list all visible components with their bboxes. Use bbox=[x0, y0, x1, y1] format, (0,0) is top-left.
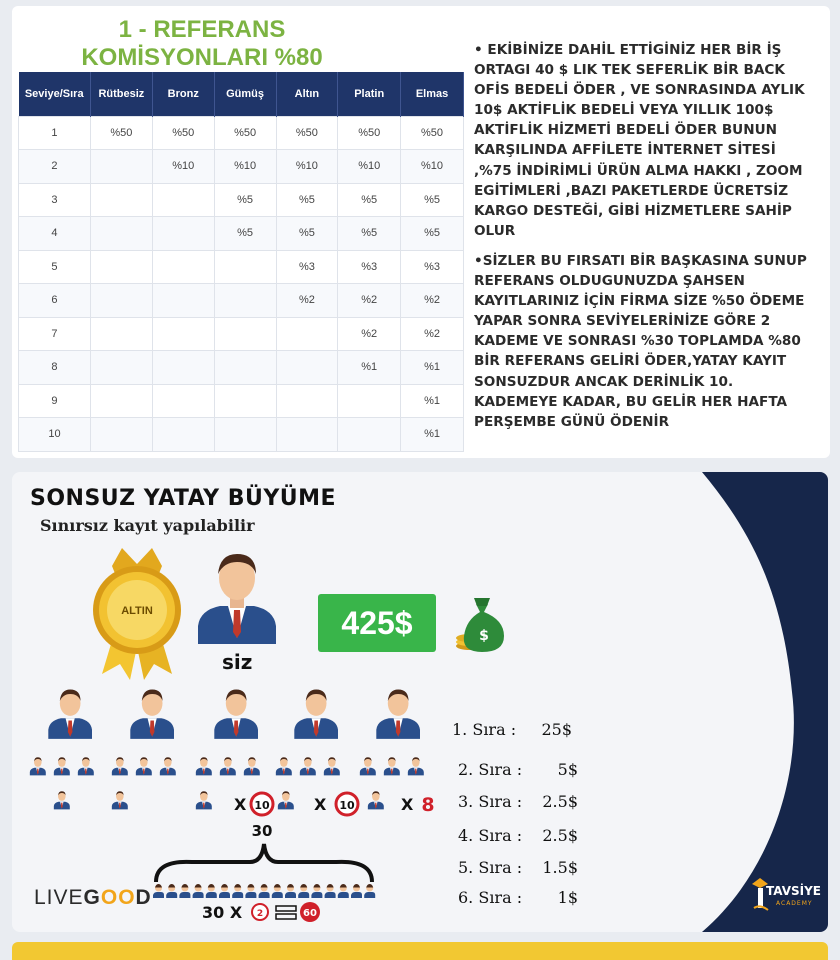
tiny-avatar-icon bbox=[298, 884, 309, 898]
col-header: Gümüş bbox=[214, 72, 276, 116]
table-cell: %10 bbox=[338, 150, 401, 184]
list-item: 5. Sıra : 1.5$ bbox=[458, 858, 578, 877]
table-row bbox=[19, 351, 464, 385]
table-cell: %2 bbox=[401, 317, 464, 351]
level2-avatar-icon bbox=[160, 757, 176, 775]
academy-name: TAVSİYE bbox=[766, 884, 822, 898]
table-cell bbox=[152, 317, 214, 351]
tiny-avatar-icon bbox=[245, 884, 256, 898]
info-bullets bbox=[474, 40, 814, 442]
tiny-avatar-icon bbox=[285, 884, 296, 898]
level2-avatar-icon bbox=[324, 757, 340, 775]
table-cell bbox=[90, 183, 152, 217]
table-cell bbox=[152, 351, 214, 385]
tiny-avatar-icon bbox=[179, 884, 190, 898]
tiny-avatar-icon bbox=[193, 884, 204, 898]
brace-icon bbox=[156, 844, 372, 882]
table-cell: 6 bbox=[19, 284, 91, 318]
svg-text:$: $ bbox=[479, 628, 489, 644]
table-cell: %10 bbox=[401, 150, 464, 184]
list-item: 4. Sıra : 2.5$ bbox=[458, 826, 578, 845]
commission-table bbox=[18, 72, 464, 452]
table-cell: %3 bbox=[401, 250, 464, 284]
table-cell: %1 bbox=[401, 418, 464, 452]
tiny-avatar-icon bbox=[272, 884, 283, 898]
tiny-avatar-icon bbox=[364, 884, 375, 898]
horizontal-growth-card bbox=[12, 472, 828, 932]
level1-avatar-icon bbox=[376, 689, 420, 738]
table-cell: %1 bbox=[401, 351, 464, 385]
table-cell: %2 bbox=[401, 284, 464, 318]
level2-avatar-icon bbox=[300, 757, 316, 775]
table-cell bbox=[338, 418, 401, 452]
table-cell: 3 bbox=[19, 183, 91, 217]
bottom-multiplier-prefix: 30 X bbox=[202, 903, 243, 922]
table-cell: 9 bbox=[19, 384, 91, 418]
table-cell: %5 bbox=[214, 217, 276, 251]
table-cell bbox=[276, 351, 338, 385]
level1-avatar-icon bbox=[130, 689, 174, 738]
level2-avatar-icon bbox=[244, 757, 260, 775]
money-bag-icon bbox=[454, 590, 510, 656]
table-cell: %1 bbox=[338, 351, 401, 385]
table-cell: %3 bbox=[276, 250, 338, 284]
x-sign: X bbox=[401, 795, 414, 814]
level2-avatar-icon bbox=[276, 757, 292, 775]
level2-avatar-icon bbox=[220, 757, 236, 775]
table-cell: %5 bbox=[338, 217, 401, 251]
tavsiye-academy-logo bbox=[750, 872, 822, 918]
table-row bbox=[19, 116, 464, 150]
col-header: Bronz bbox=[152, 72, 214, 116]
x-sign: X bbox=[234, 795, 247, 814]
table-cell: %10 bbox=[214, 150, 276, 184]
table-cell bbox=[214, 418, 276, 452]
table-row bbox=[19, 317, 464, 351]
commission-title-line2: KOMİSYONLARI %80 bbox=[81, 44, 323, 71]
bottom-multiplier-right: 60 bbox=[303, 908, 317, 919]
brace-group bbox=[12, 812, 452, 932]
tiny-avatar-icon bbox=[232, 884, 243, 898]
table-cell bbox=[338, 384, 401, 418]
level2-avatar-icon bbox=[360, 757, 376, 775]
table-cell bbox=[152, 418, 214, 452]
table-cell bbox=[276, 384, 338, 418]
list-item: 6. Sıra : 1$ bbox=[458, 888, 578, 907]
tiny-avatar-icon bbox=[206, 884, 217, 898]
table-cell: %50 bbox=[338, 116, 401, 150]
growth-title: SONSUZ YATAY BÜYÜME bbox=[30, 486, 337, 511]
table-cell: %5 bbox=[338, 183, 401, 217]
table-cell bbox=[90, 351, 152, 385]
table-cell bbox=[214, 317, 276, 351]
level2-avatar-icon bbox=[136, 757, 152, 775]
list-item: 3. Sıra : 2.5$ bbox=[458, 792, 578, 811]
bottom-multiplier-left: 2 bbox=[256, 909, 264, 919]
table-cell: %5 bbox=[276, 217, 338, 251]
level2-avatar-icon bbox=[196, 757, 212, 775]
gold-medal-icon bbox=[82, 542, 192, 682]
brace-count: 30 bbox=[251, 822, 273, 840]
list-item: 1. Sıra : 25$ bbox=[452, 720, 572, 739]
table-cell bbox=[152, 250, 214, 284]
commission-title-line1: 1 - REFERANS bbox=[118, 16, 286, 43]
table-row bbox=[19, 217, 464, 251]
x-sign: X bbox=[314, 795, 327, 814]
table-cell bbox=[90, 317, 152, 351]
tiny-avatar-icon bbox=[219, 884, 230, 898]
table-cell bbox=[276, 418, 338, 452]
level2-avatar-icon bbox=[78, 757, 94, 775]
commission-title bbox=[52, 16, 352, 72]
list-item: 2. Sıra : 5$ bbox=[458, 760, 578, 779]
tiny-avatar-icon bbox=[153, 884, 164, 898]
table-cell bbox=[214, 250, 276, 284]
table-cell bbox=[152, 183, 214, 217]
table-cell: %5 bbox=[276, 183, 338, 217]
bullet-text: • EKİBİNİZE DAHİL ETTİGİNİZ HER BİR İŞ ORTAGI 40 $ LIK TEK SEFERLİK BİR BACK OFİS BEDELİ ÖDER , VE SONRASINDA AYLIK 10$ AKTİFLİK BEDELİ VEYA YILLIK 100$ AKTİFLİK HİZMETİ BEDELİ ÖDER BUNUN KARŞILINDA AFFİLETE İNTERNET SİTESİ ,%75 İNDİRİMLİ ÜRÜN ALMA HAKKI , ZOOM EGİTİMLERİ ,BAZI PAKETLERDE ÜCRETSİZ KARGO DESTEĞİ, GİBİ HİZMETLERE SAHİP OLUR bbox=[474, 42, 805, 239]
multiplier-c: 8 bbox=[421, 794, 435, 816]
yellow-footer-strip bbox=[12, 942, 828, 960]
table-cell: %5 bbox=[401, 183, 464, 217]
table-cell bbox=[90, 150, 152, 184]
level2-avatar-icon bbox=[112, 757, 128, 775]
table-cell: %50 bbox=[90, 116, 152, 150]
table-cell: 5 bbox=[19, 250, 91, 284]
table-cell bbox=[214, 284, 276, 318]
table-cell: 2 bbox=[19, 150, 91, 184]
tiny-avatar-icon bbox=[325, 884, 336, 898]
table-cell bbox=[152, 284, 214, 318]
tiny-avatar-icon bbox=[311, 884, 322, 898]
tiny-avatar-icon bbox=[351, 884, 362, 898]
table-cell: %5 bbox=[214, 183, 276, 217]
table-row bbox=[19, 418, 464, 452]
col-header: Platin bbox=[338, 72, 401, 116]
level1-avatar-icon bbox=[294, 689, 338, 738]
col-header: Rütbesiz bbox=[90, 72, 152, 116]
table-cell bbox=[276, 317, 338, 351]
tiny-avatars-row bbox=[153, 884, 375, 898]
multiplier-a: 10 bbox=[254, 799, 270, 812]
table-cell: %50 bbox=[401, 116, 464, 150]
you-avatar-icon bbox=[194, 548, 280, 644]
table-row bbox=[19, 183, 464, 217]
table-cell: 7 bbox=[19, 317, 91, 351]
table-row bbox=[19, 250, 464, 284]
referral-commission-card bbox=[12, 6, 830, 458]
table-cell: %50 bbox=[152, 116, 214, 150]
table-row bbox=[19, 150, 464, 184]
tiny-avatar-icon bbox=[259, 884, 270, 898]
table-cell bbox=[90, 217, 152, 251]
table-cell bbox=[90, 418, 152, 452]
table-cell: %5 bbox=[401, 217, 464, 251]
medal-label: ALTIN bbox=[121, 605, 153, 617]
table-cell bbox=[90, 384, 152, 418]
col-header: Elmas bbox=[401, 72, 464, 116]
table-cell bbox=[152, 384, 214, 418]
table-cell bbox=[214, 351, 276, 385]
level1-avatar-icon bbox=[214, 689, 258, 738]
table-cell: %2 bbox=[276, 284, 338, 318]
earnings-amount: 425$ bbox=[318, 594, 436, 652]
table-cell: %10 bbox=[276, 150, 338, 184]
equals-icon bbox=[276, 906, 296, 911]
table-cell bbox=[152, 217, 214, 251]
table-cell bbox=[90, 250, 152, 284]
tiny-avatar-icon bbox=[166, 884, 177, 898]
table-cell: 1 bbox=[19, 116, 91, 150]
table-row bbox=[19, 384, 464, 418]
table-cell: %2 bbox=[338, 317, 401, 351]
table-cell bbox=[90, 284, 152, 318]
table-cell: %50 bbox=[276, 116, 338, 150]
table-cell: 10 bbox=[19, 418, 91, 452]
growth-subtitle: Sınırsız kayıt yapılabilir bbox=[40, 516, 255, 535]
table-row bbox=[19, 284, 464, 318]
level2-avatar-icon bbox=[408, 757, 424, 775]
tiny-avatar-icon bbox=[338, 884, 349, 898]
livegood-logo: LIVEGOOD bbox=[34, 886, 152, 909]
table-cell: %3 bbox=[338, 250, 401, 284]
table-cell: 4 bbox=[19, 217, 91, 251]
table-header-row bbox=[19, 72, 464, 116]
table-cell: 8 bbox=[19, 351, 91, 385]
table-cell: %10 bbox=[152, 150, 214, 184]
table-cell bbox=[214, 384, 276, 418]
col-header: Seviye/Sıra bbox=[19, 72, 91, 116]
table-cell: %1 bbox=[401, 384, 464, 418]
level2-avatar-icon bbox=[54, 757, 70, 775]
bullet-text: •SİZLER BU FIRSATI BİR BAŞKASINA SUNUP REFERANS OLDUGUNUZDA ŞAHSEN KAYITLARINIZ İÇİN FİRMA SİZE %50 ÖDEME YAPAR SONRA SEVİYELERİNİZE GÖRE 2 KADEME VE SONRASI %30 TOPLAMDA %80 BİR REFERANS GELİRİ ÖDER,YATAY KAYIT SONSUZDUR ANCAK DERİNLİK 10. KADEMEYE KADAR, BU GELİR HER HAFTA PERŞEMBE GÜNÜ ÖDENİR bbox=[474, 252, 807, 430]
multiplier-b: 10 bbox=[339, 799, 355, 812]
level2-avatar-icon bbox=[384, 757, 400, 775]
table-cell: %2 bbox=[338, 284, 401, 318]
level2-avatar-icon bbox=[30, 757, 46, 775]
col-header: Altın bbox=[276, 72, 338, 116]
table-cell: %50 bbox=[214, 116, 276, 150]
academy-sub: ACADEMY bbox=[776, 900, 813, 907]
level1-avatar-icon bbox=[48, 689, 92, 738]
you-label: siz bbox=[222, 650, 253, 674]
